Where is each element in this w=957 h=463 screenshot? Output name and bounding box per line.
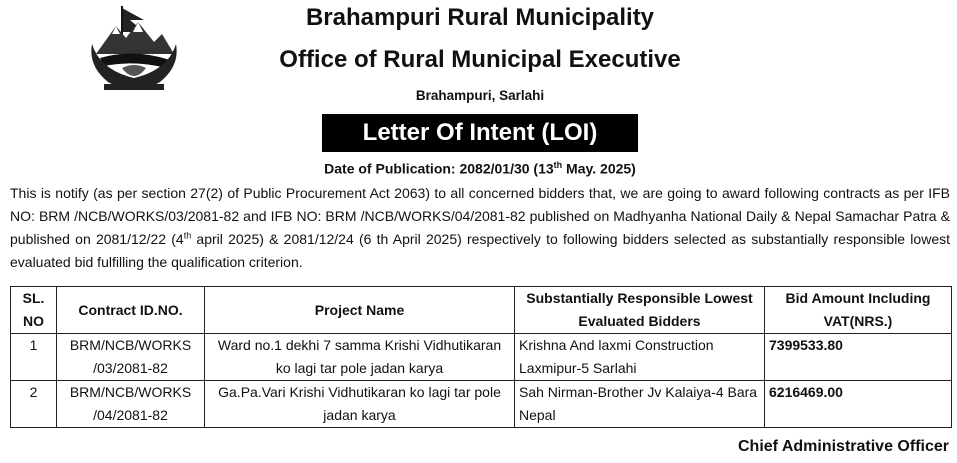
nepal-government-emblem-icon bbox=[82, 4, 186, 94]
loi-title-banner: Letter Of Intent (LOI) bbox=[322, 114, 638, 152]
bid-award-table bbox=[10, 286, 952, 428]
row-bidder: Sah Nirman-Brother Jv Kalaiya-4 Bara Nepal bbox=[515, 381, 765, 428]
table-row bbox=[11, 334, 952, 381]
office-address: Brahampuri, Sarlahi bbox=[415, 88, 545, 103]
intro-text-part1: This is notify (as per section 27(2) of Public Procurement Act 2063) to all concerned bidders that, we are going to award following contracts as per IFB NO: BRM /NCB/WORKS/03/2081-82 and IFB NO: BRM /NCB/WORKS/04/2081-82 published on Madhyanha National Daily & Nepal Samachar Patra & published on 2081/12/22 (4 bbox=[10, 185, 950, 247]
publication-date-label: Date of Publication: 2082/01/30 (13 bbox=[324, 160, 554, 177]
header-contract-id: Contract ID.NO. bbox=[57, 287, 205, 334]
row-project-name: Ga.Pa.Vari Krishi Vidhutikaran ko lagi tar pole jadan karya bbox=[205, 381, 515, 428]
row-sl: 2 bbox=[11, 381, 57, 428]
intro-text-part2: april 2025) & 2081/12/24 (6 th April 2025) respectively to following bidders selected as substantially responsible lowest evaluated bid fulfilling the qualification criterion. bbox=[10, 231, 950, 270]
row-contract-id: BRM/NCB/WORKS /03/2081-82 bbox=[57, 334, 205, 381]
row-sl: 1 bbox=[11, 334, 57, 381]
header-sl: SL. NO bbox=[11, 287, 57, 334]
row-bidder: Krishna And laxmi Construction Laxmipur-5 Sarlahi bbox=[515, 334, 765, 381]
publication-date bbox=[200, 160, 760, 177]
intro-text-sup: th bbox=[183, 230, 192, 241]
table-header-row bbox=[11, 287, 952, 334]
publication-date-tail: May. 2025) bbox=[562, 160, 636, 177]
row-project-name: Ward no.1 dekhi 7 samma Krishi Vidhutikaran ko lagi tar pole jadan karya bbox=[205, 334, 515, 381]
office-title-executive: Office of Rural Municipal Executive bbox=[279, 46, 681, 73]
header-project-name: Project Name bbox=[205, 287, 515, 334]
header-bid-amount: Bid Amount Including VAT(NRS.) bbox=[765, 287, 952, 334]
header-bidder: Substantially Responsible Lowest Evaluated Bidders bbox=[515, 287, 765, 334]
table-row bbox=[11, 381, 952, 428]
publication-date-sup: th bbox=[553, 160, 563, 170]
office-title-municipality: Brahampuri Rural Municipality bbox=[305, 4, 655, 31]
row-bid-amount: 6216469.00 bbox=[765, 381, 952, 428]
row-bid-amount: 7399533.80 bbox=[765, 334, 952, 381]
row-contract-id: BRM/NCB/WORKS /04/2081-82 bbox=[57, 381, 205, 428]
intro-paragraph bbox=[10, 182, 950, 274]
signatory-title: Chief Administrative Officer bbox=[737, 438, 949, 455]
